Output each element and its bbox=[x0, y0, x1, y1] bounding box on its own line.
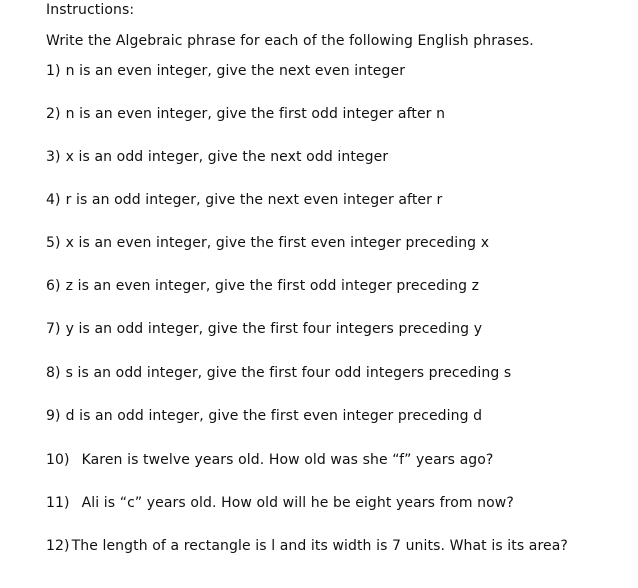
question-number: 12) bbox=[46, 538, 70, 554]
question-number: 1) bbox=[46, 63, 61, 79]
question-item bbox=[46, 320, 482, 338]
question-item bbox=[46, 537, 568, 555]
question-item bbox=[46, 407, 482, 425]
question-text: The length of a rectangle is l and its width is 7 units. What is its area? bbox=[71, 538, 568, 554]
question-text: n is an even integer, give the first odd integer after n bbox=[65, 106, 446, 122]
question-item bbox=[46, 148, 388, 166]
question-item bbox=[46, 234, 489, 252]
question-text: y is an odd integer, give the first four integers preceding y bbox=[65, 321, 483, 337]
question-text: Karen is twelve years old. How old was she “f” years ago? bbox=[81, 452, 494, 468]
instructions-heading: Instructions: bbox=[46, 2, 135, 18]
question-number: 4) bbox=[46, 192, 61, 208]
question-number: 11) bbox=[46, 495, 70, 511]
question-number: 10) bbox=[46, 452, 70, 468]
question-text: x is an even integer, give the first even integer preceding x bbox=[65, 235, 490, 251]
question-number: 5) bbox=[46, 235, 61, 251]
question-text: n is an even integer, give the next even integer bbox=[65, 63, 406, 79]
question-text: d is an odd integer, give the first even integer preceding d bbox=[65, 408, 483, 424]
question-number: 7) bbox=[46, 321, 61, 337]
question-text: r is an odd integer, give the next even integer after r bbox=[65, 192, 443, 208]
question-item bbox=[46, 62, 405, 80]
question-number: 6) bbox=[46, 278, 61, 294]
question-number: 2) bbox=[46, 106, 61, 122]
question-text: s is an odd integer, give the first four odd integers preceding s bbox=[65, 365, 512, 381]
question-text: z is an even integer, give the first odd integer preceding z bbox=[65, 278, 480, 294]
question-text: Ali is “c” years old. How old will he be eight years from now? bbox=[81, 495, 514, 511]
question-text: x is an odd integer, give the next odd integer bbox=[65, 149, 389, 165]
question-number: 3) bbox=[46, 149, 61, 165]
question-item bbox=[46, 494, 514, 512]
question-item bbox=[46, 364, 511, 382]
question-item bbox=[46, 277, 479, 295]
instructions-intro: Write the Algebraic phrase for each of the following English phrases. bbox=[46, 33, 534, 49]
question-item bbox=[46, 105, 445, 123]
question-item bbox=[46, 191, 442, 209]
question-number: 8) bbox=[46, 365, 61, 381]
question-item bbox=[46, 451, 493, 469]
question-number: 9) bbox=[46, 408, 61, 424]
